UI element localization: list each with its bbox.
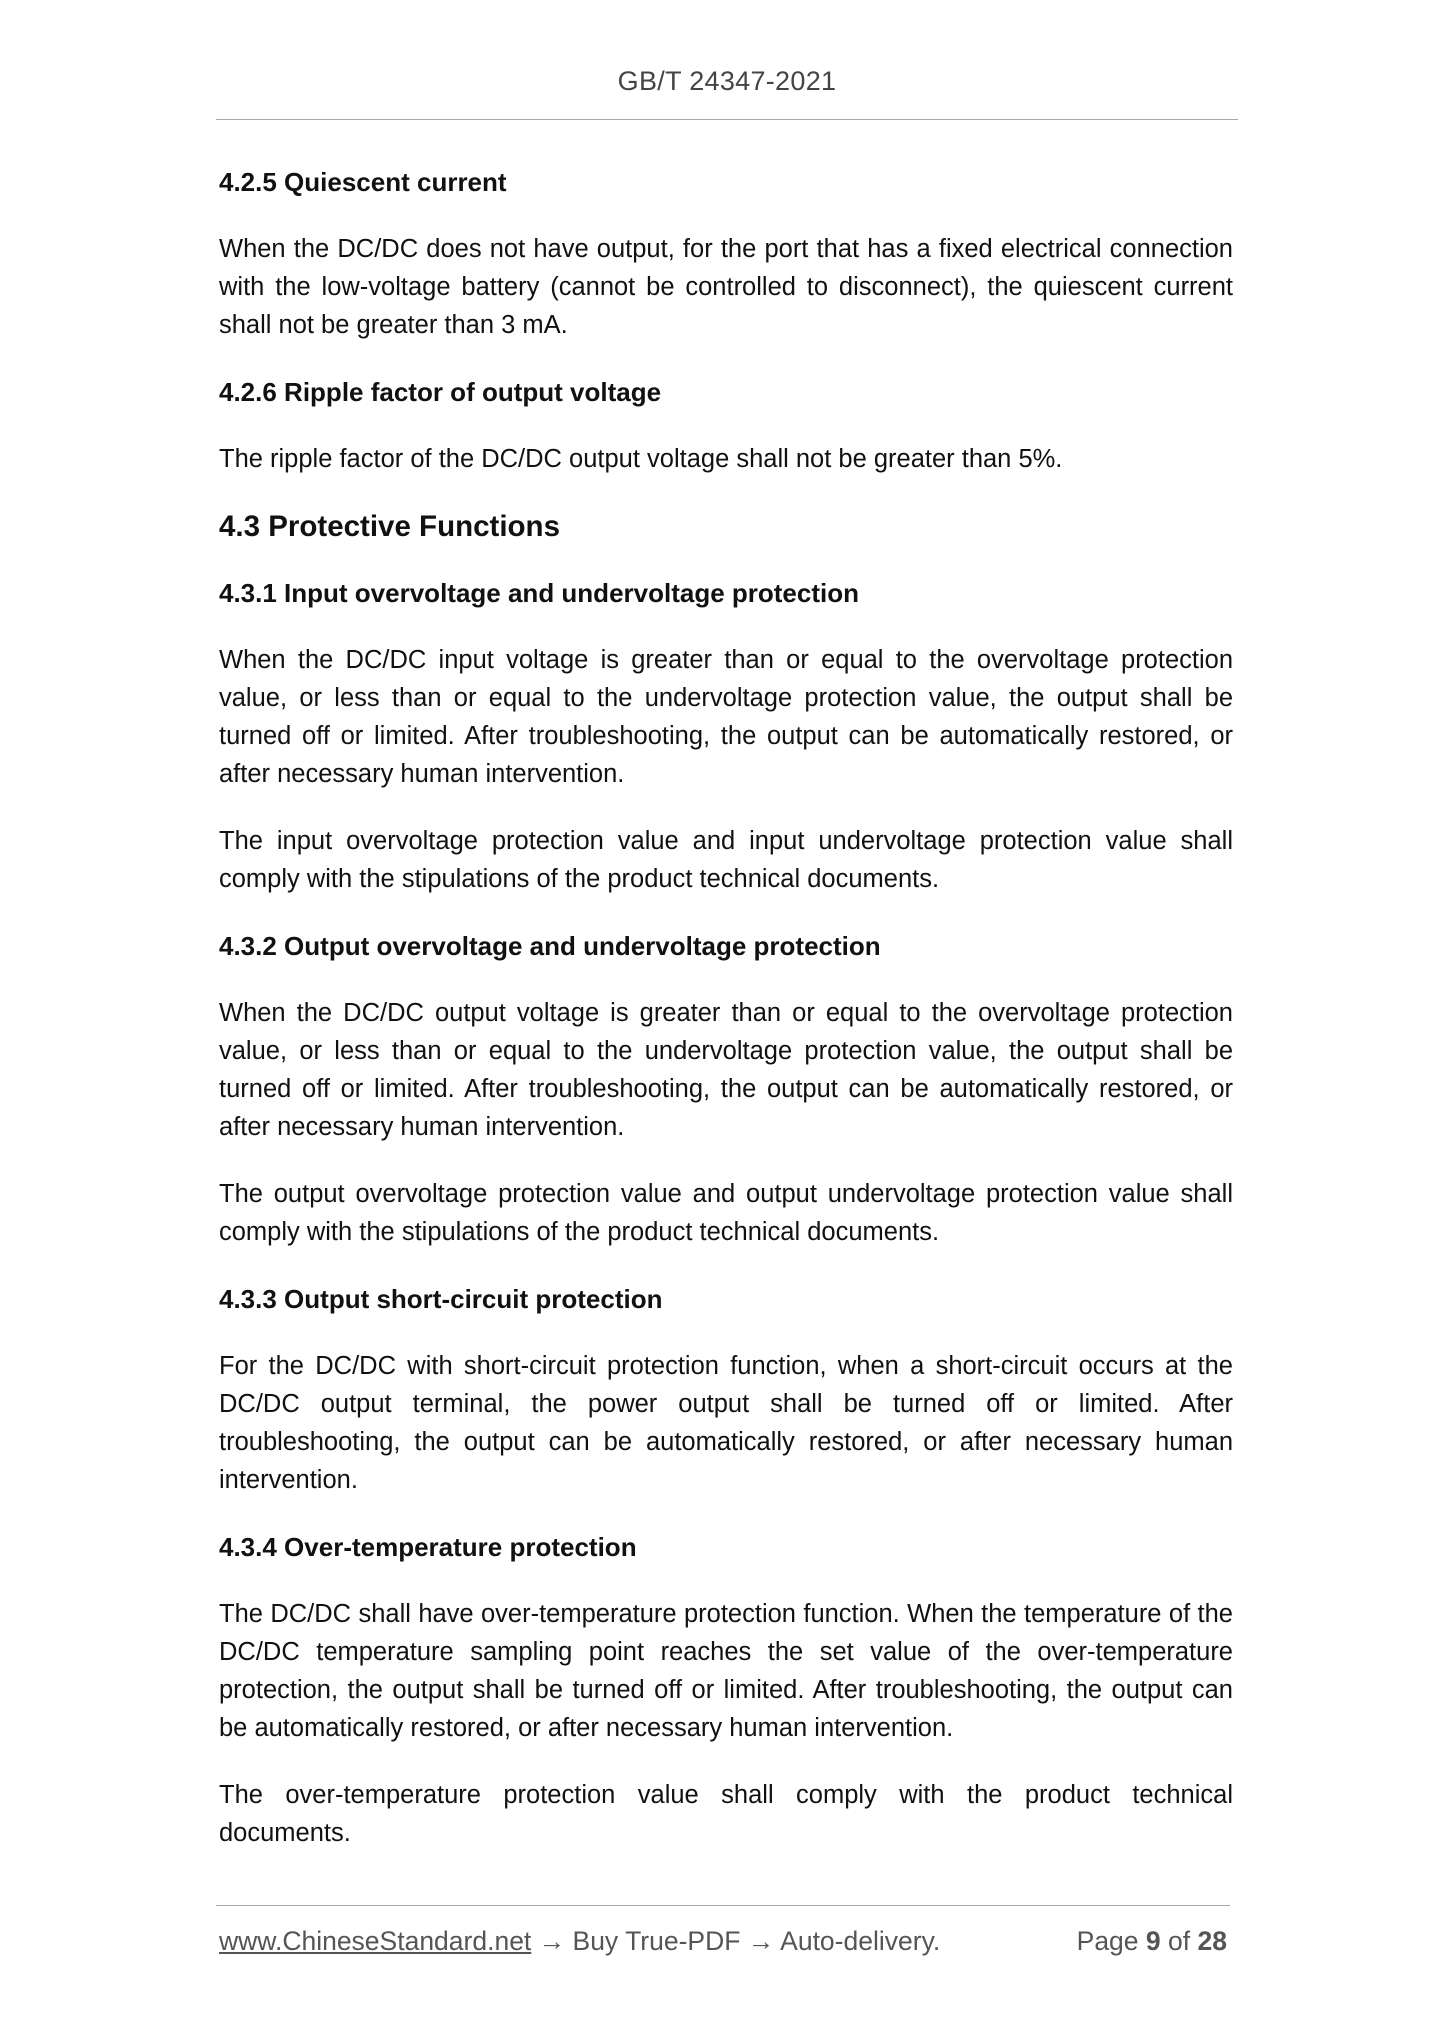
paragraph-output-protection-values: The output overvoltage protection value and output undervoltage protection value shall comply with the stipulations of the product technical documents.	[219, 1180, 1233, 1246]
paragraph-output-protection: When the DC/DC output voltage is greater than or equal to the overvoltage protection value, or less than or equal to the undervoltage protection value, the output shall be turned off or limited. After troubleshooting, the output can be automatically restored, or after necessary human intervention.	[219, 999, 1233, 1141]
heading-4-2-5: 4.2.5 Quiescent current	[219, 167, 507, 197]
page-total: 28	[1197, 1926, 1227, 1956]
heading-4-2-6: 4.2.6 Ripple factor of output voltage	[219, 377, 662, 407]
page-current: 9	[1145, 1926, 1161, 1956]
paragraph-over-temperature: The DC/DC shall have over-temperature protection function. When the temperature of the DC/DC temperature sampling point reaches the set value of the over-temperature protection, the output shall be turned off or limited. After troubleshooting, the output can be automatically restored, or after necessary human intervention.	[219, 1600, 1233, 1742]
paragraph-ripple-factor: The ripple factor of the DC/DC output voltage shall not be greater than 5%.	[219, 445, 1063, 473]
heading-4-3: 4.3 Protective Functions	[219, 510, 560, 543]
document-body	[219, 163, 1233, 1881]
paragraph-quiescent-current: When the DC/DC does not have output, for the port that has a fixed electrical connection with the low-voltage battery (cannot be controlled to disconnect), the quiescent current shall not be greater than 3 mA.	[219, 235, 1233, 339]
page-footer	[219, 1921, 1227, 1961]
page-label: Page	[1076, 1926, 1139, 1956]
heading-4-3-4: 4.3.4 Over-temperature protection	[219, 1532, 637, 1562]
paragraph-input-protection-values: The input overvoltage protection value and input undervoltage protection value shall comply with the stipulations of the product technical documents.	[219, 827, 1233, 893]
heading-4-3-2: 4.3.2 Output overvoltage and undervoltage protection	[219, 931, 881, 961]
paragraph-over-temperature-value: The over-temperature protection value shall comply with the product technical documents.	[219, 1781, 1233, 1847]
paragraph-input-protection: When the DC/DC input voltage is greater than or equal to the overvoltage protection value, or less than or equal to the undervoltage protection value, the output shall be turned off or limited. After troubleshooting, the output can be automatically restored, or after necessary human intervention.	[219, 646, 1233, 788]
page-of: of	[1168, 1926, 1191, 1956]
page-indicator	[1077, 1921, 1227, 1961]
header-divider	[216, 119, 1238, 120]
website-link[interactable]: www.ChineseStandard.net	[219, 1926, 532, 1956]
document-id-header: GB/T 24347-2021	[617, 66, 837, 96]
heading-4-3-3: 4.3.3 Output short-circuit protection	[219, 1284, 663, 1314]
paragraph-short-circuit: For the DC/DC with short-circuit protection function, when a short-circuit occurs at the DC/DC output terminal, the power output shall be turned off or limited. After troubleshooting, the output can be automatically restored, or after necessary human intervention.	[219, 1352, 1233, 1494]
footer-tagline: → Buy True-PDF → Auto-delivery.	[531, 1926, 941, 1956]
footer-divider	[216, 1905, 1230, 1906]
heading-4-3-1: 4.3.1 Input overvoltage and undervoltage protection	[219, 578, 859, 608]
